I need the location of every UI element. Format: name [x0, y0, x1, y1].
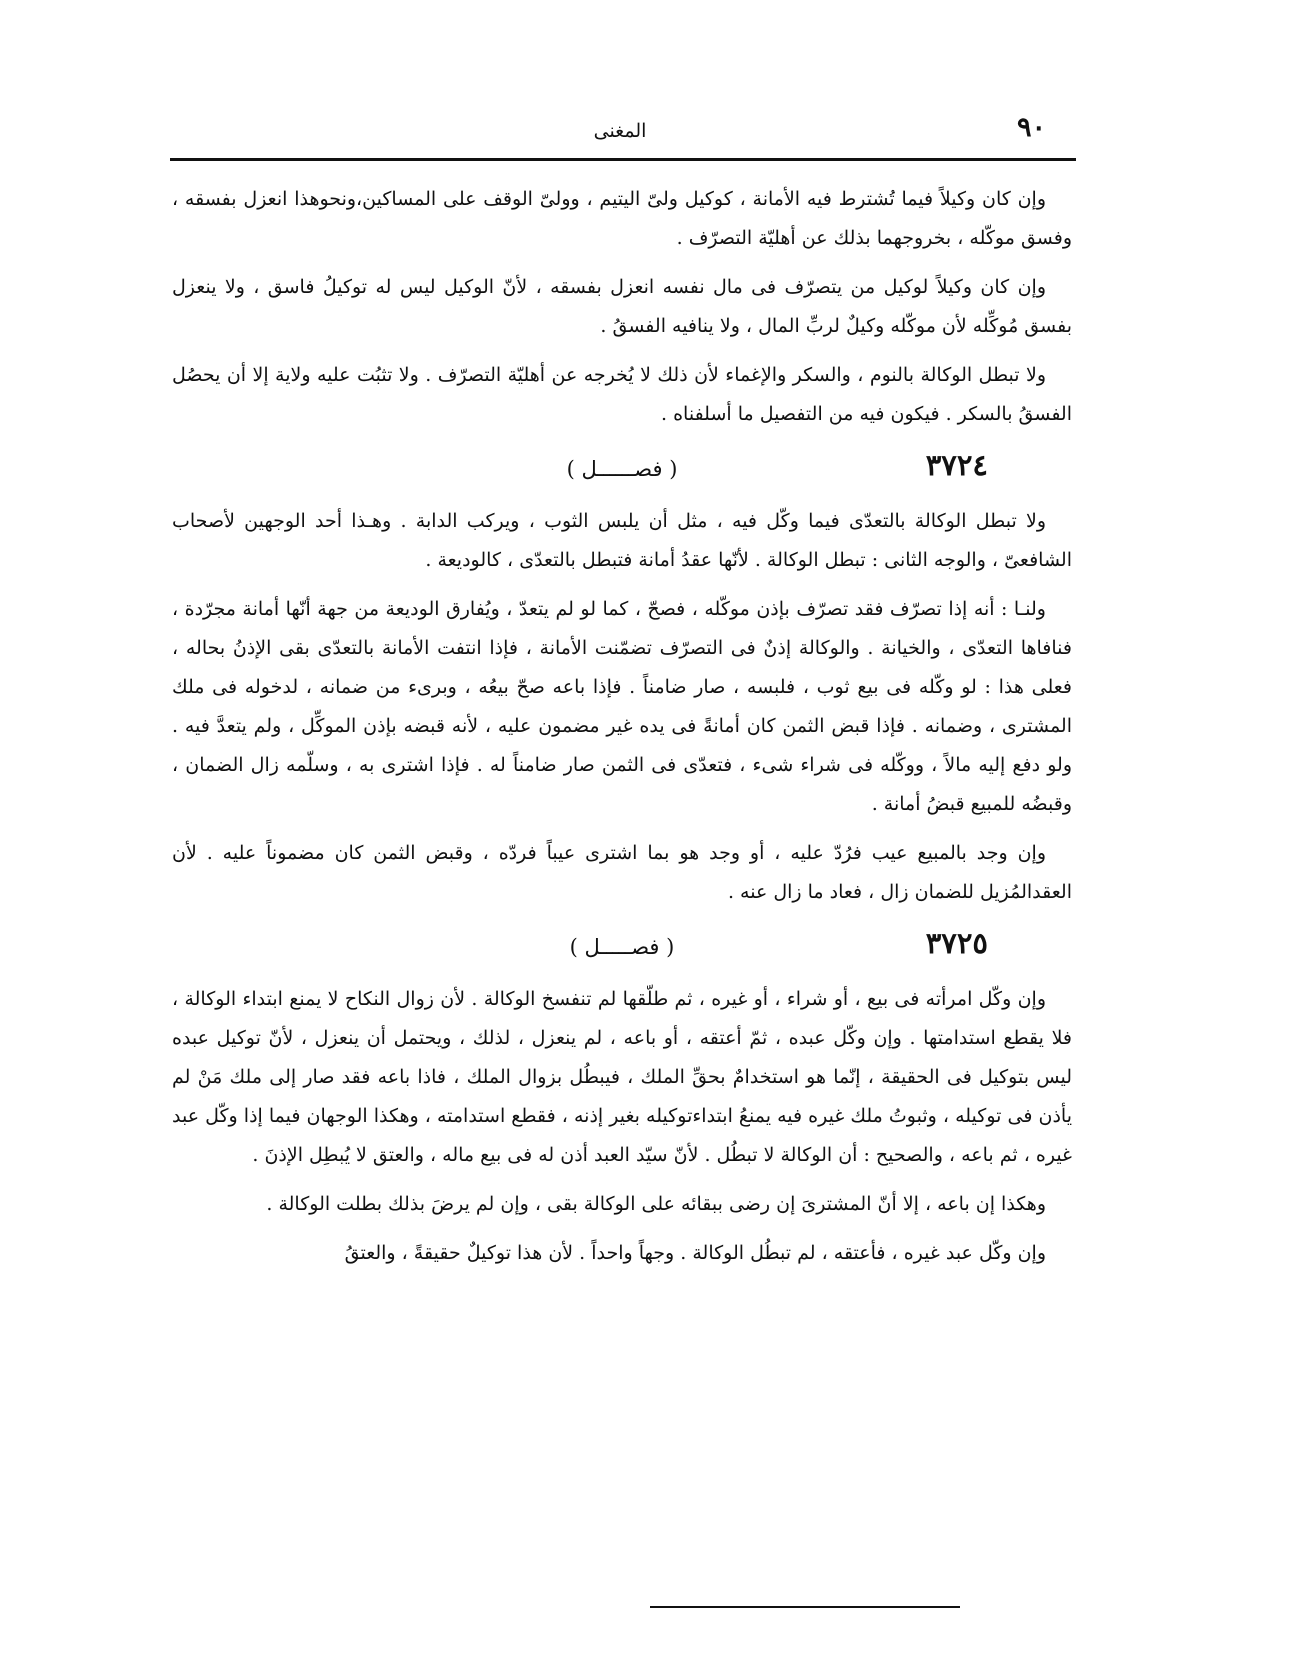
page-body: [172, 180, 1072, 1283]
section-number: ٣٧٢٥: [925, 926, 988, 960]
section-heading: [172, 922, 1072, 974]
section-heading: [172, 444, 1072, 496]
section-title: ( فصــــــل ): [566, 457, 678, 481]
paragraph: ولا تبطل الوكالة بالتعدّى فيما وكّل فيه ، مثل أن يلبس الثوب ، ويركب الدابة . وهـذا أحد الوجهين لأصحاب الشافعىّ ، والوجه الثانى : تبطل الوكالة . لأنّها عقدُ أمانة فتبطل بالتعدّى ، كالوديعة .: [172, 510, 1072, 571]
paragraph: وإن وجد بالمبيع عيب فرُدّ عليه ، أو وجد هو بما اشترى عيباً فردّه ، وقبض الثمن كان مضموناً عليه . لأن العقدالمُزيل للضمان زال ، فعاد ما زال عنه .: [172, 842, 1072, 903]
paragraph: ولنـا : أنه إذا تصرّف فقد تصرّف بإذن موكّله ، فصحّ ، كما لو لم يتعدّ ، ويُفارق الوديعة من جهة أنّها أمانة مجرّدة ، فنافاها التعدّى ، والخيانة . والوكالة إذنٌ فى التصرّف تضمّنت الأمانة ، فإذا انتفت الأمانة بالتعدّى بقى الإذنُ بحاله ، فعلى هذا : لو وكّله فى بيع ثوب ، فلبسه ، صار ضامناً . فإذا باعه صحّ بيعُه ، وبرىء من ضمانه ، لدخوله فى ملك المشترى ، وضمانه . فإذا قبض الثمن كان أمانةً فى يده غير مضمون عليه ، لأنه قبضه بإذن الموكِّل ، ولم يتعدَّ فيه . ولو دفع إليه مالاً ، ووكّله فى شراء شىء ، فتعدّى فى الثمن صار ضامناً له . فإذا اشترى به ، وسلّمه زال الضمان ، وقبضُه للمبيع قبضُ أمانة .: [172, 598, 1072, 815]
running-title: المغنى: [593, 120, 647, 142]
paragraph: وإن وكّل امرأته فى بيع ، أو شراء ، أو غيره ، ثم طلّقها لم تنفسخ الوكالة . لأن زوال النكاح لا يمنع ابتداء الوكالة ، فلا يقطع استدامتها . وإن وكّل عبده ، ثمّ أعتقه ، أو باعه ، لم ينعزل ، لذلك ، ويحتمل أن ينعزل ، لأنّ توكيل عبده ليس بتوكيل فى الحقيقة ، إنّما هو استخدامٌ بحقِّ الملك ، فيبطُل بزوال الملك ، فاذا باعه فقد صار إلى ملك مَنْ لم يأذن فى توكيله ، وثبوتُ ملك غيره فيه يمنعُ ابتداءتوكيله بغير إذنه ، فقطع استدامته ، وهكذا الوجهان فيما إذا وكّل عبد غيره ، ثم باعه ، والصحيح : أن الوكالة لا تبطُل . لأنّ سيّد العبد أذن له فى بيع ماله ، والعتق لا يُبطِل الإذنَ .: [172, 988, 1072, 1166]
footer-rule: [650, 1606, 960, 1608]
paragraph: وإن وكّل عبد غيره ، فأعتقه ، لم تبطُل الوكالة . وجهاً واحداً . لأن هذا توكيلٌ حقيقةً ، والعتقُ: [344, 1242, 1046, 1264]
page-number: ٩٠: [1016, 112, 1046, 143]
section-title: ( فصـــــل ): [569, 935, 675, 959]
paragraph: وإن كان وكيلاً لوكيل من يتصرّف فى مال نفسه انعزل بفسقه ، لأنّ الوكيل ليس له توكيلُ فاسق ، ولا ينعزل بفسق مُوكِّله لأن موكّله وكيلٌ لربِّ المال ، ولا ينافيه الفسقُ .: [172, 276, 1072, 337]
paragraph: وإن كان وكيلاً فيما تُشترط فيه الأمانة ، كوكيل ولىّ اليتيم ، وولىّ الوقف على المساكين،ونحوهذا انعزل بفسقه ، وفسق موكّله ، بخروجهما بذلك عن أهليّة التصرّف .: [172, 188, 1072, 249]
header-rule: [170, 158, 1076, 161]
paragraph: ولا تبطل الوكالة بالنوم ، والسكر والإغماء لأن ذلك لا يُخرجه عن أهليّة التصرّف . ولا تثبُت عليه ولاية إلا أن يحصُل الفسقُ بالسكر . فيكون فيه من التفصيل ما أسلفناه .: [172, 364, 1072, 425]
page-header: [170, 98, 1070, 148]
section-number: ٣٧٢٤: [925, 448, 988, 482]
paragraph: وهكذا إن باعه ، إلا أنّ المشترىَ إن رضى ببقائه على الوكالة بقى ، وإن لم يرضَ بذلك بطلت الوكالة .: [266, 1193, 1046, 1215]
